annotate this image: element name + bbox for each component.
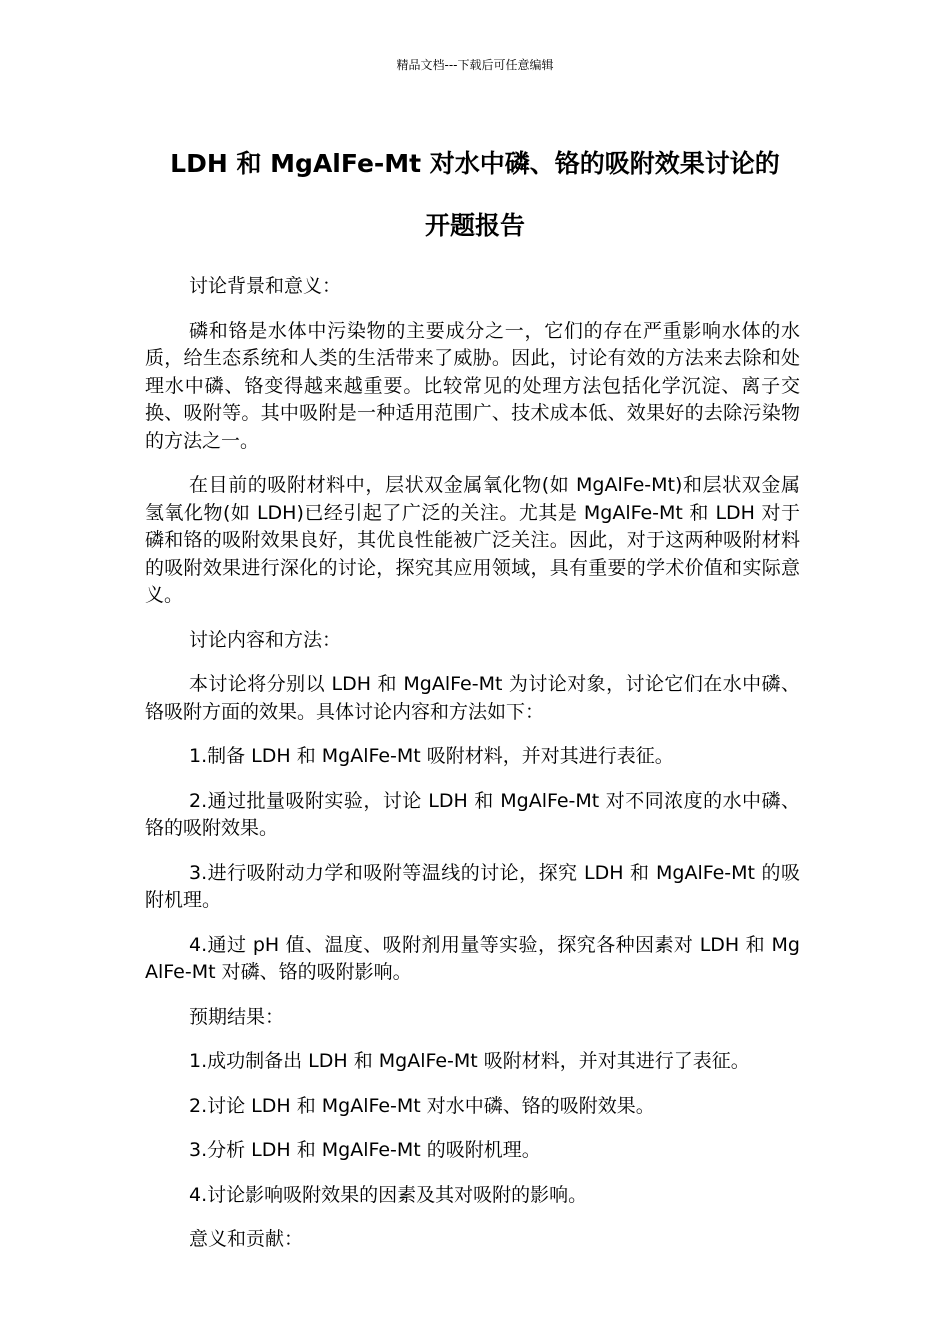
- list-item-result-2: 2.讨论 LDH 和 MgAlFe-Mt 对水中磷、铬的吸附效果。: [189, 1094, 655, 1117]
- section-heading-methods: 讨论内容和方法：: [189, 628, 342, 651]
- list-item-method-2: 2.通过批量吸附实验，讨论 LDH 和 MgAlFe-Mt 对不同浓度的水中磷、铬的吸附效果。: [145, 789, 800, 839]
- list-item-method-3: 3.进行吸附动力学和吸附等温线的讨论，探究 LDH 和 MgAlFe-Mt 的吸附机理。: [145, 861, 800, 911]
- list-item-method-4: 4.通过 pH 值、温度、吸附剂用量等实验，探究各种因素对 LDH 和 MgAlFe-Mt 对磷、铬的吸附影响。: [145, 933, 800, 983]
- paragraph-background-1: 磷和铬是水体中污染物的主要成分之一，它们的存在严重影响水体的水质，给生态系统和人类的生活带来了威胁。因此，讨论有效的方法来去除和处理水中磷、铬变得越来越重要。比较常见的处理方法包括化学沉淀、离子交换、吸附等。其中吸附是一种适用范围广、技术成本低、效果好的去除污染物的方法之一。: [145, 319, 800, 452]
- section-heading-background: 讨论背景和意义：: [189, 275, 342, 297]
- document-body: [145, 273, 800, 1271]
- list-item-result-1: 1.成功制备出 LDH 和 MgAlFe-Mt 吸附材料，并对其进行了表征。: [189, 1050, 750, 1072]
- page-header: 精品文档---下载后可任意编辑: [396, 58, 554, 72]
- section-heading-significance: 意义和贡献：: [189, 1228, 304, 1250]
- paragraph-methods-intro: 本讨论将分别以 LDH 和 MgAlFe-Mt 为讨论对象，讨论它们在水中磷、铬吸附方面的效果。具体讨论内容和方法如下：: [145, 673, 800, 723]
- title-line-2: 开题报告: [424, 211, 525, 240]
- list-item-result-4: 4.讨论影响吸附效果的因素及其对吸附的影响。: [189, 1183, 588, 1206]
- paragraph-background-2: 在目前的吸附材料中，层状双金属氧化物(如 MgAlFe-Mt)和层状双金属氢氧化物(如 LDH)已经引起了广泛的关注。尤其是 MgAlFe-Mt 和 LDH 对于磷和铬的吸附效果良好，其优良性能被广泛关注。因此，对于这两种吸附材料的吸附效果进行深化的讨论，探究其应用领域，具有重要的学术价值和实际意义。: [145, 474, 800, 606]
- document-title: [100, 133, 850, 257]
- section-heading-results: 预期结果：: [189, 1005, 285, 1028]
- list-item-result-3: 3.分析 LDH 和 MgAlFe-Mt 的吸附机理。: [189, 1139, 541, 1161]
- list-item-method-1: 1.制备 LDH 和 MgAlFe-Mt 吸附材料，并对其进行表征。: [189, 745, 674, 767]
- title-line-1: LDH 和 MgAlFe-Mt 对水中磷、铬的吸附效果讨论的: [170, 149, 780, 178]
